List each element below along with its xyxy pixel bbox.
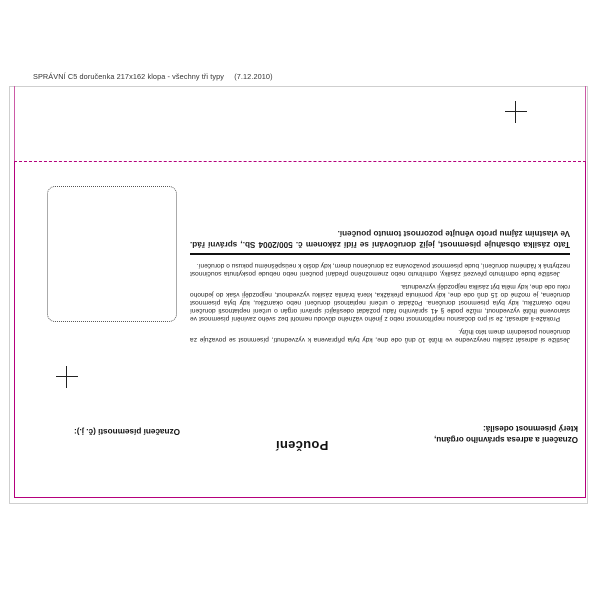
instruction-text	[190, 183, 570, 343]
flap-left-edge	[14, 86, 15, 162]
instruction-paragraph-1: Jestliže si adresát zásilku nevyzvedne ve lhůtě 10 dnů ode dne, kdy byla připravena k vyzvednutí, písemnost se považuje za doručenou posledním dnem této lhůty.	[190, 327, 570, 343]
sender-label-line2: který písemnost odesílá:	[483, 424, 578, 434]
instruction-paragraph-2: Prokáže-li adresát, že si pro dočasnou nepřítomnost nebo z jiného vážného důvodu nemohl bez svého zavinění písemnost ve stanovené lhůtě vyzvednout, může podle § 41 správního řádu požádat odesílající správní orgán o určení neplatnosti doručení nebo okamžiku, kdy byla písemnost doručena. Požádat o určení neplatnosti doručení nebo okamžiku, kdy byla písemnost doručena, je možné do 15 dnů ode dne, kdy pominula překážka, která bránila zásilku vyzvednout, nejpozději však do jednoho roku ode dne, kdy měla být zásilka nejpozději vyzvednuta.	[190, 282, 570, 322]
reference-label: Označení písemnosti (č. j.):	[73, 427, 180, 436]
sender-label-line1: Označení a adresa správního orgánu,	[434, 435, 578, 445]
instruction-lead: Tato zásilka obsahuje písemnost, jejíž doručování se řídí zákonem č. 500/2004 Sb., správní řád. Ve vlastním zájmu proto věnujte pozornost tomuto poučení.	[190, 228, 570, 255]
registration-mark-top	[505, 101, 527, 123]
document-header	[33, 72, 273, 81]
header-title: SPRÁVNÍ C5 doručenka 217x162 klopa - všechny tři typy	[33, 72, 225, 81]
registration-mark-left	[56, 366, 78, 388]
form-title: Poučení	[275, 438, 329, 453]
instruction-paragraph-3: Jestliže bude odmítnuto převzetí zásilky, odmítnuto nebo znemožněno předání poučení nebo nebude poskytnuta součinnost nezbytná k řádnému doručení, bude písemnost považována za doručenou dnem, kdy došlo k neúspěšnému pokusu o doručení.	[190, 261, 570, 277]
sender-label	[408, 423, 578, 444]
flap-right-edge	[585, 86, 586, 162]
header-date: (7.12.2010)	[234, 72, 273, 81]
address-window	[47, 186, 177, 322]
